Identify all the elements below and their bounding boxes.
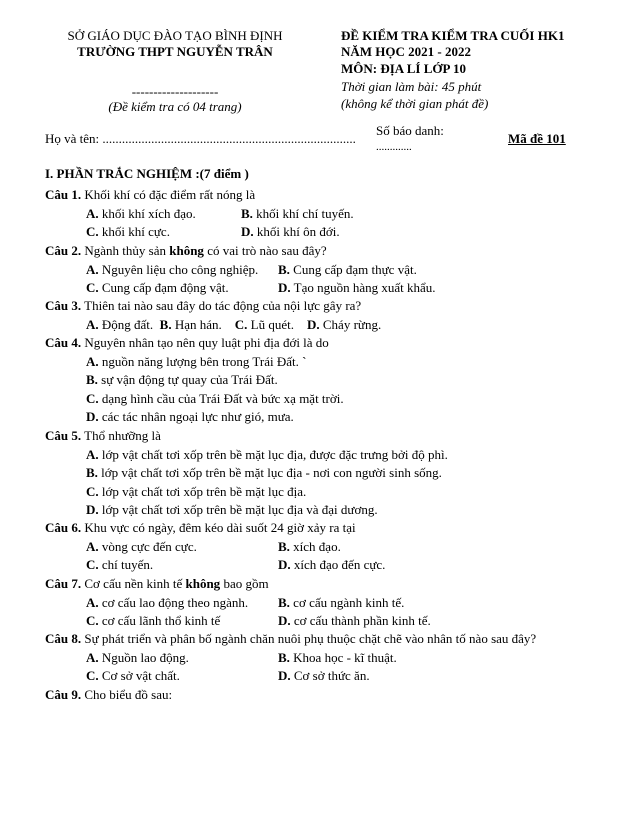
q4-option-d: D. các tác nhân ngoại lực như gió, mưa. bbox=[86, 409, 294, 424]
q1-option-b: B. khối khí chí tuyến. bbox=[241, 206, 354, 221]
question-2: Câu 2. Ngành thủy sản không có vai trò nào sau đây? bbox=[45, 243, 327, 258]
q4-option-b: B. sự vận động tự quay của Trái Đất. bbox=[86, 372, 278, 387]
q8-option-c: C. Cơ sở vật chất. bbox=[86, 668, 180, 683]
school-name: TRƯỜNG THPT NGUYỄN TRÂN bbox=[77, 44, 273, 59]
q2-option-b: B. Cung cấp đạm thực vật. bbox=[278, 262, 417, 277]
q8-option-a: A. Nguồn lao động. bbox=[86, 650, 189, 665]
question-text: Khối khí có đặc điểm rất nóng là bbox=[81, 187, 256, 202]
q6-option-c: C. chí tuyến. bbox=[86, 557, 154, 572]
q7-option-c: C. cơ cấu lãnh thổ kinh tế bbox=[86, 613, 221, 628]
question-1 bbox=[45, 187, 255, 203]
q6-option-b: B. xích đạo. bbox=[278, 539, 341, 554]
q2-option-d: D. Tạo nguồn hàng xuất khẩu. bbox=[278, 280, 436, 295]
q3-options: A. Động đất. B. Hạn hán. C. Lũ quét. D. Cháy rừng. bbox=[86, 317, 382, 332]
exam-time-note: (không kể thời gian phát đề) bbox=[341, 96, 489, 111]
department-name: SỞ GIÁO DỤC ĐÀO TẠO BÌNH ĐỊNH bbox=[67, 28, 283, 43]
subject: MÔN: ĐỊA LÍ LỚP 10 bbox=[341, 61, 466, 76]
q1-option-d: D. khối khí ôn đới. bbox=[241, 224, 340, 239]
q7-option-a: A. cơ cấu lao động theo ngành. bbox=[86, 595, 249, 610]
q1-option-c: C. khối khí cực. bbox=[86, 224, 170, 239]
question-4: Câu 4. Nguyên nhân tạo nên quy luật phi địa đới là do bbox=[45, 335, 329, 350]
q5-option-a: A. lớp vật chất tơi xốp trên bề mặt lục địa, được đặc trưng bởi độ phì. bbox=[86, 447, 448, 462]
candidate-number-dots: ............. bbox=[376, 141, 412, 153]
school-year: NĂM HỌC 2021 - 2022 bbox=[341, 44, 471, 59]
exam-title: ĐỀ KIỂM TRA KIỂM TRA CUỐI HK1 bbox=[341, 28, 565, 43]
q4-option-c: C. dạng hình cầu của Trái Đất và bức xạ mặt trời. bbox=[86, 391, 344, 406]
header-dashes: -------------------- bbox=[131, 84, 219, 99]
question-9: Câu 9. Cho biểu đồ sau: bbox=[45, 687, 173, 702]
section-title: I. PHẦN TRẮC NGHIỆM :(7 điểm ) bbox=[45, 166, 249, 181]
question-5: Câu 5. Thổ nhưỡng là bbox=[45, 428, 161, 443]
q5-option-c: C. lớp vật chất tơi xốp trên bề mặt lục địa. bbox=[86, 484, 307, 499]
pages-note: (Đề kiểm tra có 04 trang) bbox=[108, 99, 242, 114]
q5-option-b: B. lớp vật chất tơi xốp trên bề mặt lục địa - nơi con người sinh sống. bbox=[86, 465, 442, 480]
q7-option-b: B. cơ cấu ngành kinh tế. bbox=[278, 595, 405, 610]
q7-option-d: D. cơ cấu thành phần kinh tế. bbox=[278, 613, 431, 628]
question-label: Câu 1. bbox=[45, 187, 82, 202]
exam-time: Thời gian làm bài: 45 phút bbox=[341, 79, 482, 94]
question-7: Câu 7. Cơ cấu nền kinh tế không bao gồm bbox=[45, 576, 269, 591]
q8-option-b: B. Khoa học - kĩ thuật. bbox=[278, 650, 397, 665]
candidate-number-label: Số báo danh: bbox=[376, 123, 444, 138]
q6-option-a: A. vòng cực đến cực. bbox=[86, 539, 197, 554]
question-8: Câu 8. Sự phát triển và phân bố ngành chăn nuôi phụ thuộc chặt chẽ vào nhân tố nào sau đây? bbox=[45, 631, 537, 646]
q2-option-a: A. Nguyên liệu cho công nghiệp. bbox=[86, 262, 259, 277]
q2-option-c: C. Cung cấp đạm động vật. bbox=[86, 280, 229, 295]
q1-option-a: A. khối khí xích đạo. bbox=[86, 206, 196, 221]
exam-code: Mã đề 101 bbox=[508, 131, 566, 146]
q4-option-a: A. nguồn năng lượng bên trong Trái Đất. ` bbox=[86, 354, 307, 369]
q6-option-d: D. xích đạo đến cực. bbox=[278, 557, 386, 572]
question-6: Câu 6. Khu vực có ngày, đêm kéo dài suốt 24 giờ xảy ra tại bbox=[45, 520, 356, 535]
student-name-field: Họ và tên: .............................................................................. bbox=[45, 131, 356, 146]
question-3: Câu 3. Thiên tai nào sau đây do tác động của nội lực gây ra? bbox=[45, 298, 362, 313]
q5-option-d: D. lớp vật chất tơi xốp trên bề mặt lục địa và đại dương. bbox=[86, 502, 378, 517]
q8-option-d: D. Cơ sở thức ăn. bbox=[278, 668, 370, 683]
